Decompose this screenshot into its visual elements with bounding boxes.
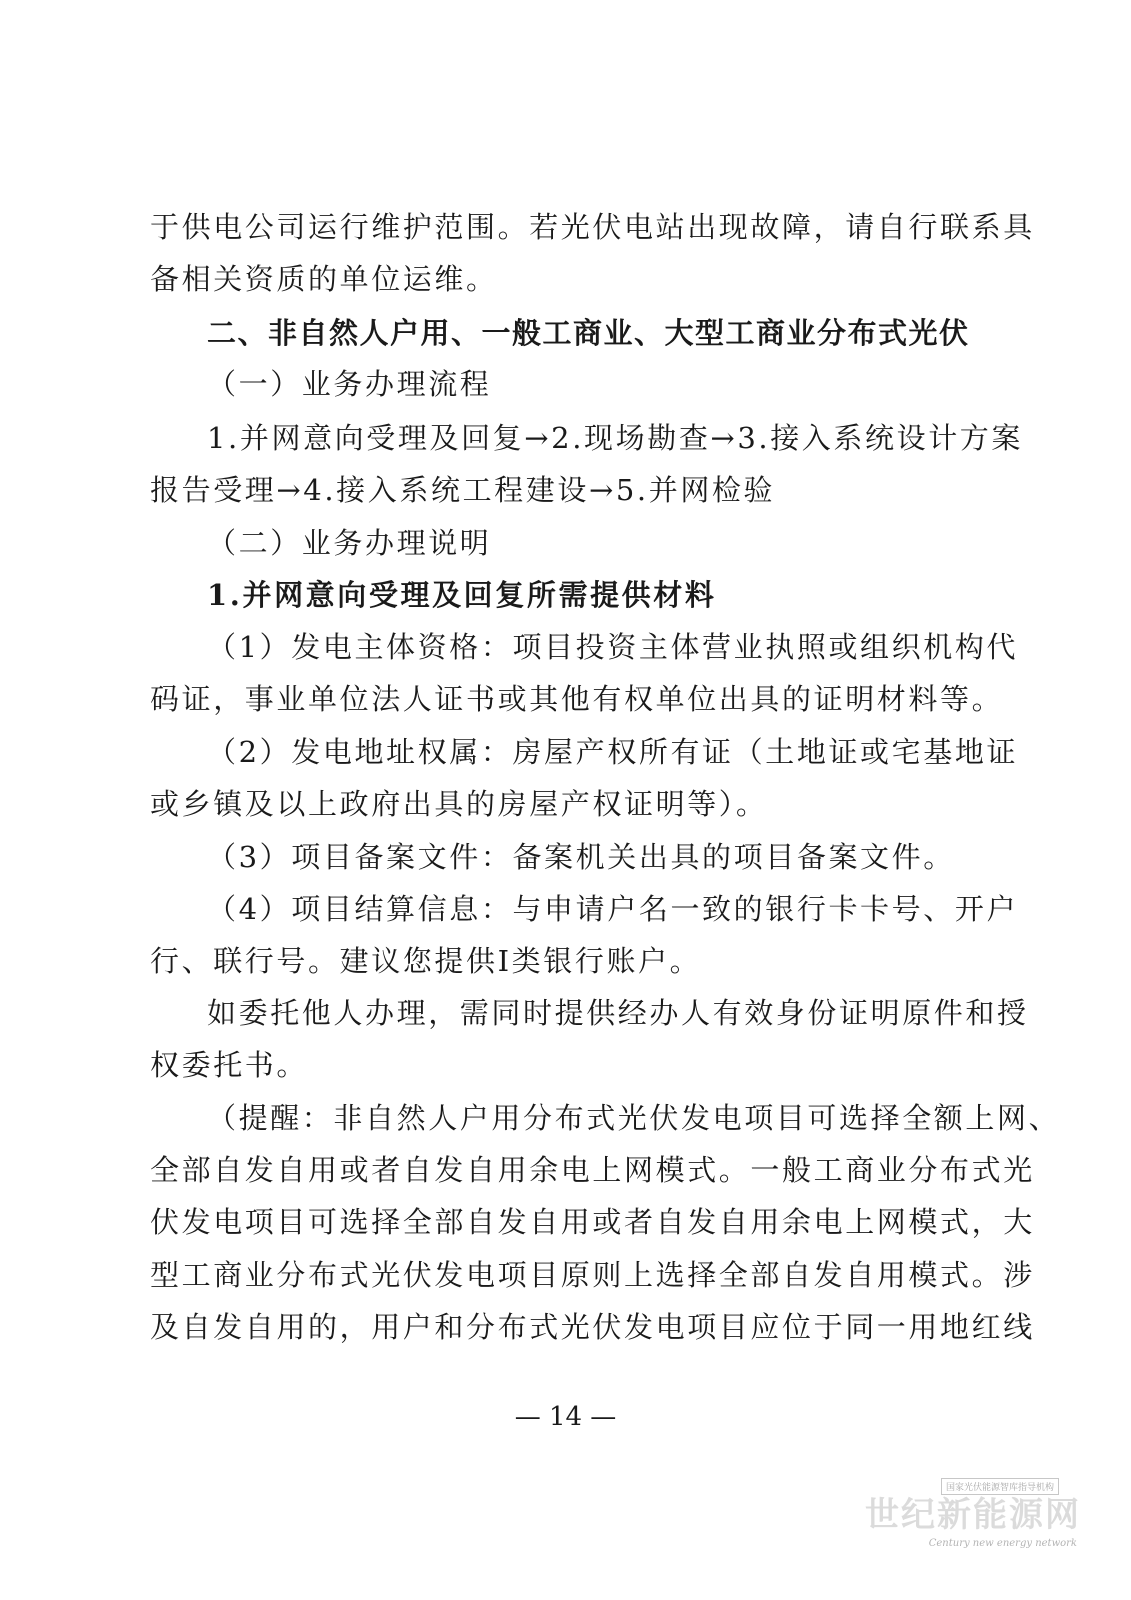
section-heading: 二、非自然人户用、一般工商业、大型工商业分布式光伏 xyxy=(207,316,970,350)
item-3-line-1: （3）项目备案文件：备案机关出具的项目备案文件。 xyxy=(207,840,955,874)
reminder-line-4: 型工商业分布式光伏发电项目原则上选择全部自发自用模式。涉 xyxy=(150,1258,1035,1292)
process-line-1: 1.并网意向受理及回复→2.现场勘查→3.接入系统设计方案 xyxy=(207,421,1024,455)
subsection-heading-2: （二）业务办理说明 xyxy=(207,526,492,560)
item-2-line-2: 或乡镇及以上政府出具的房屋产权证明等）。 xyxy=(150,787,768,821)
reminder-line-3: 伏发电项目可选择全部自发自用或者自发自用余电上网模式，大 xyxy=(150,1205,1035,1239)
proxy-line-1: 如委托他人办理，需同时提供经办人有效身份证明原件和授 xyxy=(207,996,1029,1030)
item-2-line-1: （2）发电地址权属：房屋产权所有证（土地证或宅基地证 xyxy=(207,735,1019,769)
site-watermark xyxy=(865,1478,1081,1568)
item-1-line-2: 码证，事业单位法人证书或其他有权单位出具的证明材料等。 xyxy=(150,682,1004,716)
reminder-line-5: 及自发自用的，用户和分布式光伏发电项目应位于同一用地红线 xyxy=(150,1310,1035,1344)
reminder-line-2: 全部自发自用或者自发自用余电上网模式。一般工商业分布式光 xyxy=(150,1153,1035,1187)
item-1-line-1: （1）发电主体资格：项目投资主体营业执照或组织机构代 xyxy=(207,630,1019,664)
item-4-line-2: 行、联行号。建议您提供I类银行账户。 xyxy=(150,944,702,978)
watermark-tag: 国家光伏能源智库指导机构 xyxy=(941,1478,1059,1495)
materials-heading: 1.并网意向受理及回复所需提供材料 xyxy=(207,578,717,612)
watermark-logo-text: 世纪新能源网 xyxy=(865,1495,1081,1535)
watermark-english: Century new energy network xyxy=(928,1538,1077,1549)
subsection-heading-1: （一）业务办理流程 xyxy=(207,367,492,401)
page-number: — 14 — xyxy=(514,1402,617,1432)
reminder-line-1: （提醒：非自然人户用分布式光伏发电项目可选择全额上网、 xyxy=(207,1101,1061,1135)
body-line-2: 备相关资质的单位运维。 xyxy=(150,262,498,296)
process-line-2: 报告受理→4.接入系统工程建设→5.并网检验 xyxy=(150,473,776,507)
body-line-1: 于供电公司运行维护范围。若光伏电站出现故障，请自行联系具 xyxy=(150,210,1035,244)
item-4-line-1: （4）项目结算信息：与申请户名一致的银行卡卡号、开户 xyxy=(207,892,1019,926)
proxy-line-2: 权委托书。 xyxy=(150,1048,309,1082)
